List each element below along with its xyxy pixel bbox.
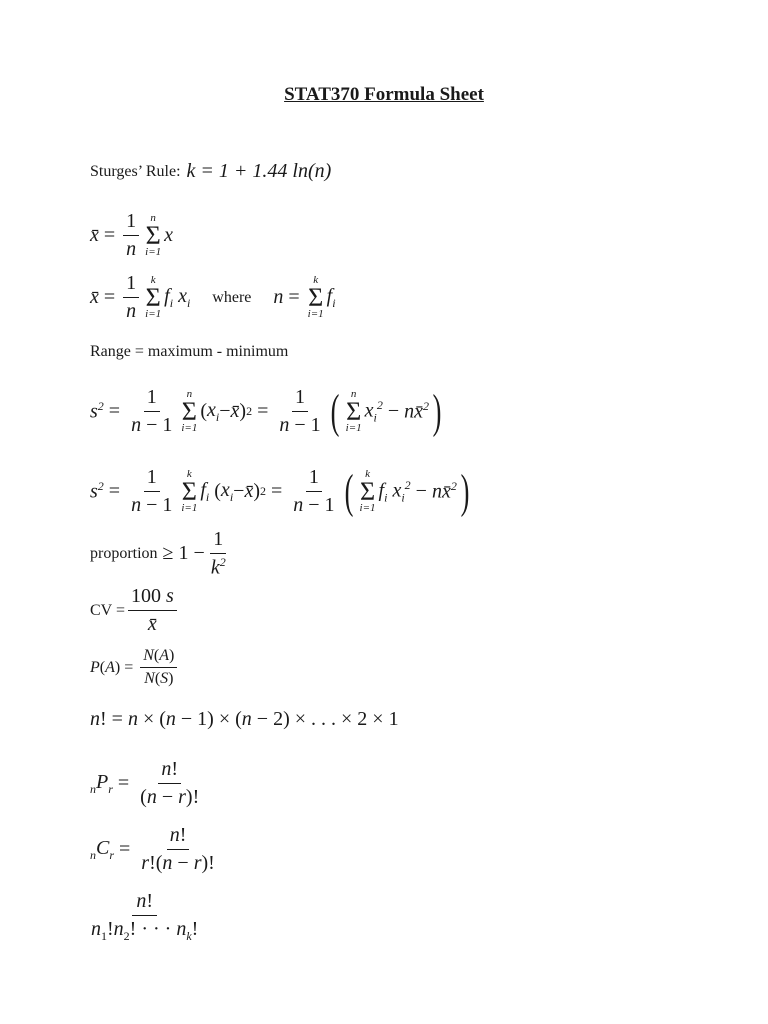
variance-formula: $s^2$ = $\frac{1}{n - 1}$ n Σ i=1 ( $x_i$ − x̄ ) 2 = $\frac{1}{n - 1}$ ( n Σ i=1 $x_i^2$ − nx̄$^2$ ) — [90, 384, 442, 438]
grouped-mean-formula: x̄ = $\frac{1}{n}$ k Σ i=1 $f_i$ $x_i$ where n = k Σ i=1 $f_i$ — [90, 272, 336, 322]
combination-formula: $_nC_r$ = $\frac{n!}{r!(n - r)!}$ — [90, 824, 215, 874]
cv-formula: CV = $\frac{100 s}{x̄}$ — [90, 585, 180, 636]
proportion-label: proportion — [90, 544, 158, 562]
grouped-variance-formula: $s^2$ = $\frac{1}{n - 1}$ k Σ i=1 $f_i$ ( $x_i$ − x̄ ) 2 = $\frac{1}{n - 1}$ ( k Σ i=1 $f_i$ $x_i^2$ − nx̄$^2$ ) — [90, 464, 470, 518]
chebyshev-formula: proportion ≥ 1 − $\frac{1}{k^2}$ — [90, 528, 226, 579]
page-title: STAT370 Formula Sheet — [284, 84, 484, 105]
permutation-formula: $_nP_r$ = $\frac{n!}{(n - r)!}$ — [90, 758, 200, 808]
mean-formula: x̄ = $\frac{1}{n}$ n Σ i=1 x — [90, 210, 174, 260]
cv-label: CV = — [90, 601, 125, 619]
sturges-label: Sturges’ Rule: — [90, 162, 181, 180]
multinomial-formula: $\frac{n!}{n_1!n_2! \cdot \cdot \cdot n_k!}$ — [91, 890, 199, 943]
sturges-formula: k = 1 + 1.44 ln(n) — [186, 160, 332, 182]
range-formula: Range = maximum - minimum — [90, 343, 289, 360]
probability-formula: P ( A ) = $\frac{N(A)}{N(S)}$ — [90, 647, 180, 689]
where-label: where — [212, 288, 252, 306]
sturges-rule — [90, 160, 331, 183]
factorial-formula: n! = n × (n − 1) × (n − 2) × . . . × 2 × 1 — [90, 708, 399, 730]
